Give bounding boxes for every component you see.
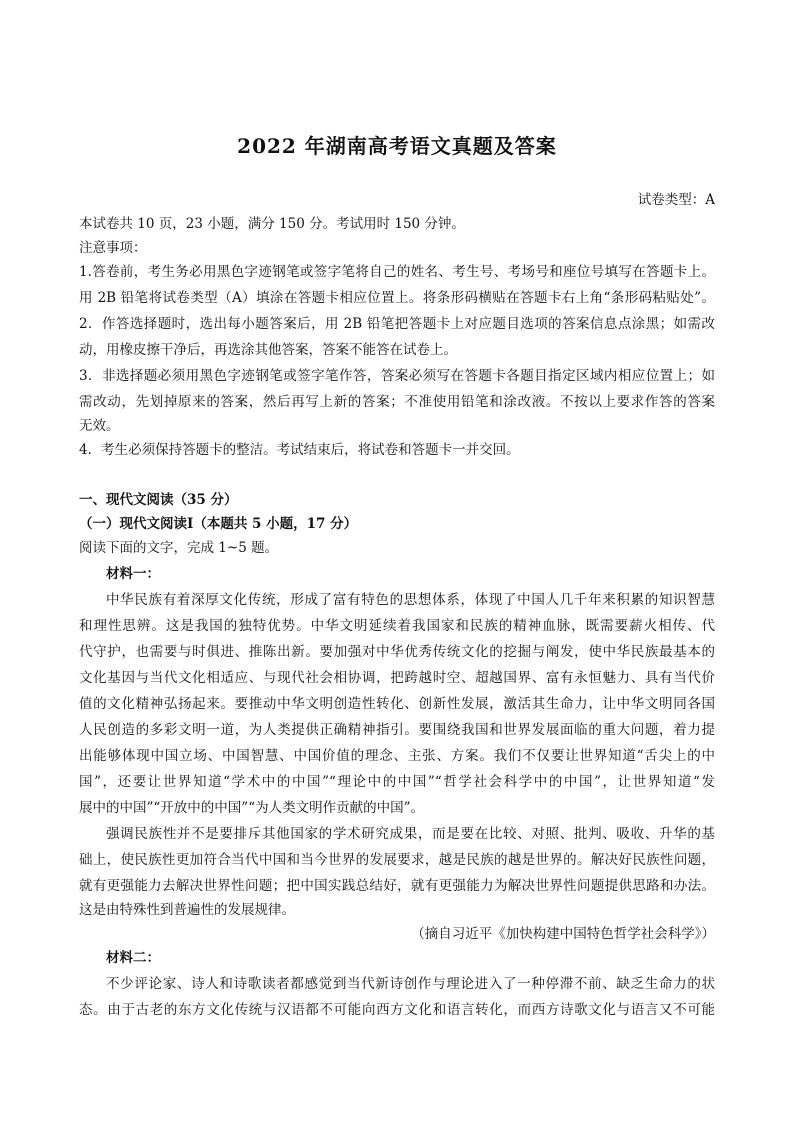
material-one-line: 展中的中国”“开放中的中国”“为人类文明作贡献的中国”。: [79, 800, 425, 816]
material-one-line: 人民创造的多彩文明一道，为人类提供正确精神指引。要围绕我国和世界发展面临的重大问题，着力提: [79, 722, 715, 738]
notice-heading: 注意事项：: [79, 240, 147, 256]
material-two-line: 态。由于古老的东方文化传统与汉语都不可能向西方文化和语言转化，而西方诗歌文化与语言又不可能: [79, 1002, 715, 1018]
notice-line: 需改动，先划掉原来的答案，然后再写上新的答案；不准使用铅笔和涂改液。不按以上要求作答的答案: [79, 394, 715, 410]
notice-line: 3．非选择题必须用黑色字迹钢笔或签字笔作答，答案必须写在答题卡各题目指定区域内相应位置上；如: [79, 368, 715, 384]
material-one-paragraph-two-line: 就有更强能力去解决世界性问题；把中国实践总结好，就有更强能力为解决世界性问题提供思路和办法。: [79, 878, 715, 894]
material-one-paragraph-two-line: 础上，使民族性更加符合当代中国和当今世界的发展要求，越是民族的越是世界的。解决好民族性问题，: [79, 852, 715, 868]
material-one-line: 和理性思辨。这是我国的独特优势。中华文明延续着我国家和民族的精神血脉，既需要薪火相传、代: [79, 618, 715, 634]
paper-type: 试卷类型：A: [637, 192, 715, 208]
material-one-line: 值的文化精神弘扬起来。要推动中华文明创造性转化、创新性发展，激活其生命力，让中华文明同各国: [79, 696, 715, 712]
material-one-line: 国”，还要让世界知道“学术中的中国”“理论中的中国”“哲学社会科学中的中国”，让世界知道“发: [79, 774, 715, 790]
document-title: 2022 年湖南高考语文真题及答案: [237, 134, 557, 158]
source-citation: （摘自习近平《加快构建中国特色哲学社会科学》）: [411, 926, 715, 942]
notice-line: 动，用橡皮擦干净后，再选涂其他答案，答案不能答在试卷上。: [79, 342, 457, 358]
material-two-line: 不少评论家、诗人和诗歌读者都感觉到当代新诗创作与理论进入了一种停滞不前、缺乏生命力的状: [106, 976, 715, 992]
material-one-paragraph-two-line: 强调民族性并不是要排斥其他国家的学术研究成果，而是要在比较、对照、批判、吸收、升华的基: [106, 826, 715, 842]
section-heading: 一、现代文阅读（35 分）: [79, 492, 238, 508]
exam-intro: 本试卷共 10 页，23 小题，满分 150 分。考试用时 150 分钟。: [79, 216, 465, 232]
notice-line: 4．考生必须保持答题卡的整洁。考试结束后，将试卷和答题卡一并交回。: [79, 442, 520, 458]
notice-line: 2．作答选择题时，选出每小题答案后，用 2B 铅笔把答题卡上对应题目选项的答案信息点涂黑；如需改: [79, 316, 715, 332]
material-two-label: 材料二：: [106, 950, 160, 966]
reading-instruction: 阅读下面的文字，完成 1~5 题。: [79, 540, 279, 556]
material-one-line: 中华民族有着深厚文化传统，形成了富有特色的思想体系，体现了中国人几千年来积累的知识智慧: [106, 592, 715, 608]
subsection-heading: （一）现代文阅读Ⅰ（本题共 5 小题，17 分）: [79, 516, 358, 532]
material-one-line: 文化基因与当代文化相适应、与现代社会相协调，把跨越时空、超越国界、富有永恒魅力、具有当代价: [79, 670, 715, 686]
notice-line: 用 2B 铅笔将试卷类型（A）填涂在答题卡相应位置上。将条形码横贴在答题卡右上角“条形码粘贴处”。: [79, 290, 715, 306]
material-one-label: 材料一：: [106, 566, 160, 582]
material-one-line: 代守护，也需要与时俱进、推陈出新。要加强对中华优秀传统文化的挖掘与阐发，使中华民族最基本的: [79, 644, 715, 660]
material-one-paragraph-two-line: 这是由特殊性到普遍性的发展规律。: [79, 902, 295, 918]
notice-line: 1.答卷前，考生务必用黑色字迹钢笔或签字笔将自己的姓名、考生号、考场号和座位号填写在答题卡上。: [79, 264, 715, 280]
notice-line: 无效。: [79, 418, 120, 434]
material-one-line: 出能够体现中国立场、中国智慧、中国价值的理念、主张、方案。我们不仅要让世界知道“舌尖上的中: [79, 748, 715, 764]
